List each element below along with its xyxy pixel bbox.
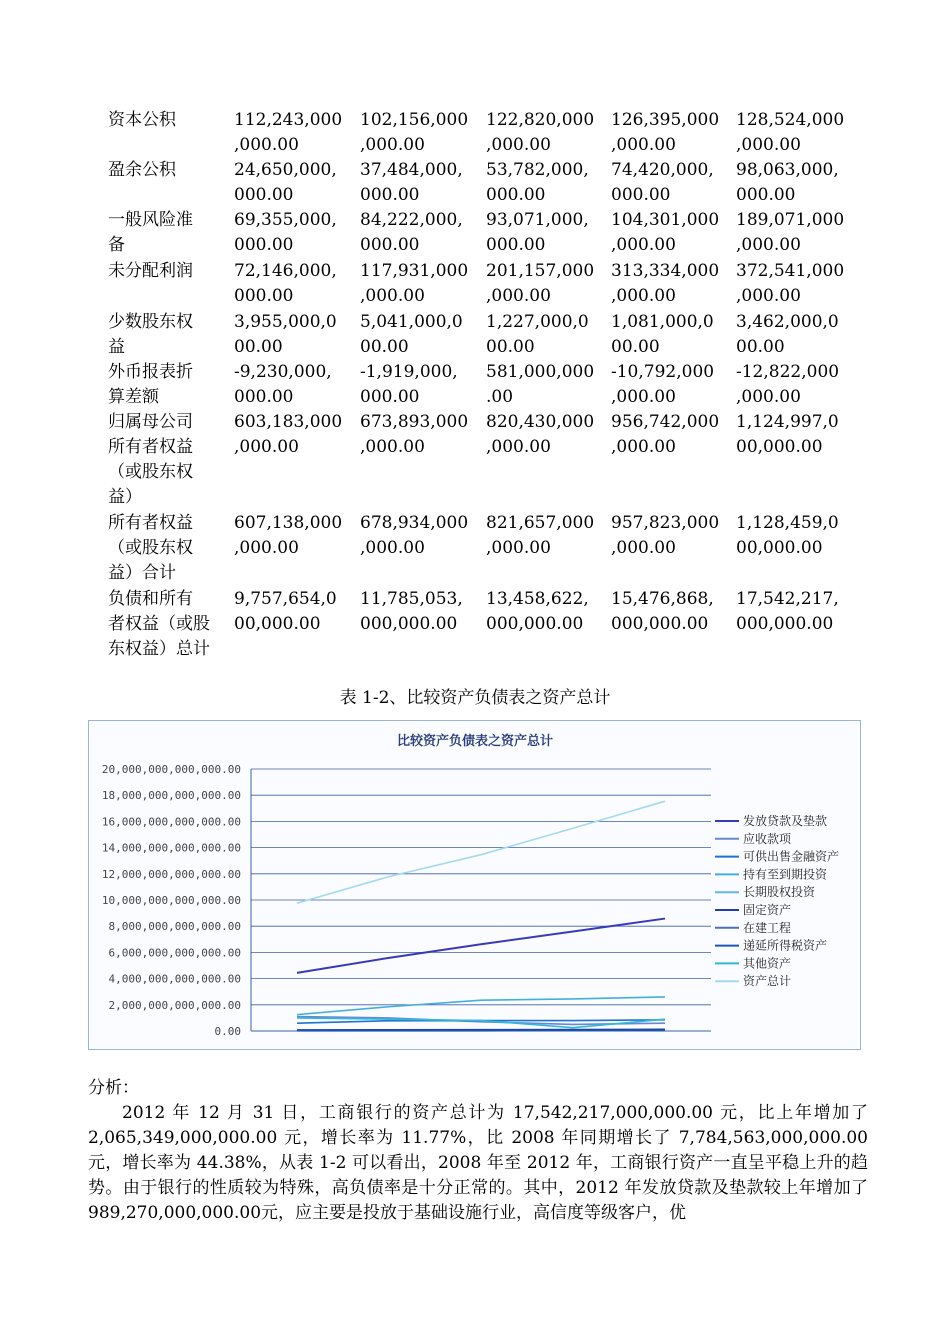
row-label: 所有者权益 （或股东权 益）合计 bbox=[108, 513, 193, 583]
legend-label: 其他资产 bbox=[743, 956, 792, 971]
table-cell: 17,542,217, 000,000.00 bbox=[736, 589, 839, 634]
table-cell: 603,183,000 ,000.00 bbox=[234, 412, 343, 457]
table-cell: 128,524,000 ,000.00 bbox=[736, 110, 845, 155]
y-tick-label: 4,000,000,000,000.00 bbox=[108, 972, 241, 986]
analysis-title: 分析： bbox=[88, 1078, 139, 1098]
table-cell: -1,919,000, 000.00 bbox=[360, 362, 458, 407]
table-cell: 5,041,000,0 00.00 bbox=[360, 312, 463, 357]
table-cell: 102,156,000 ,000.00 bbox=[360, 110, 469, 155]
table-cell: 15,476,868, 000,000.00 bbox=[611, 589, 714, 634]
table-cell: 93,071,000, 000.00 bbox=[486, 210, 589, 255]
legend-label: 固定资产 bbox=[743, 903, 792, 917]
series-line bbox=[297, 801, 665, 903]
table-cell: 956,742,000 ,000.00 bbox=[611, 412, 720, 457]
table-cell: 957,823,000 ,000.00 bbox=[611, 513, 720, 558]
y-tick-label: 0.00 bbox=[214, 1025, 241, 1038]
table-cell: 1,128,459,0 00,000.00 bbox=[736, 513, 839, 558]
legend-label: 应收款项 bbox=[743, 831, 792, 846]
table-cell: 678,934,000 ,000.00 bbox=[360, 513, 469, 558]
table-cell: 313,334,000 ,000.00 bbox=[611, 261, 720, 306]
table-cell: 9,757,654,0 00,000.00 bbox=[234, 589, 337, 634]
table-cell: -9,230,000, 000.00 bbox=[234, 362, 332, 407]
row-label: 少数股东权 益 bbox=[108, 312, 193, 357]
table-cell: 72,146,000, 000.00 bbox=[234, 261, 337, 306]
row-label: 未分配利润 bbox=[108, 261, 193, 281]
table-cell: 11,785,053, 000,000.00 bbox=[360, 589, 463, 634]
table-cell: 201,157,000 ,000.00 bbox=[486, 261, 595, 306]
legend-label: 长期股权投资 bbox=[743, 885, 816, 900]
chart-title: 比较资产负债表之资产总计 bbox=[396, 734, 554, 749]
row-label: 归属母公司 所有者权益 （或股东权 益） bbox=[108, 412, 193, 507]
legend-label: 递延所得税资产 bbox=[743, 938, 828, 953]
table-cell: 821,657,000 ,000.00 bbox=[486, 513, 595, 558]
legend-label: 在建工程 bbox=[743, 920, 792, 935]
y-tick-label: 8,000,000,000,000.00 bbox=[108, 920, 241, 934]
row-label: 负债和所有 者权益（或股 东权益）总计 bbox=[108, 589, 210, 659]
table-cell: 104,301,000 ,000.00 bbox=[611, 210, 720, 255]
table-cell: 122,820,000 ,000.00 bbox=[486, 110, 595, 155]
table-cell: 581,000,000 .00 bbox=[486, 362, 595, 407]
table-cell: 1,081,000,0 00.00 bbox=[611, 312, 714, 357]
table-cell: 37,484,000, 000.00 bbox=[360, 160, 463, 205]
chart-container bbox=[88, 720, 861, 1050]
table-cell: 1,227,000,0 00.00 bbox=[486, 312, 589, 357]
table-cell: -10,792,000 ,000.00 bbox=[611, 362, 715, 407]
table-cell: 126,395,000 ,000.00 bbox=[611, 110, 720, 155]
row-label: 外币报表折 算差额 bbox=[108, 362, 193, 407]
y-tick-label: 12,000,000,000,000.00 bbox=[101, 867, 241, 881]
row-label: 一般风险准 备 bbox=[108, 210, 193, 255]
table-cell: 673,893,000 ,000.00 bbox=[360, 412, 469, 457]
legend-label: 可供出售金融资产 bbox=[743, 849, 840, 864]
analysis-body: 2012 年 12 月 31 日，工商银行的资产总计为 17,542,217,000,000.00 元，比上年增加了 2,065,349,000,000.00 元，增长率为 11.77%，比 2008 年同期增长了 7,784,563,000,000.00 元，增长率为 44.38%，从表 1-2 可以看出，2008 年至 2012 年，工商银行资产一直呈平稳上升的趋势。由于银行的性质较为特殊，高负债率是十分正常的。其中，2012 年发放贷款及垫款较上年增加了 989,270,000,000.00元，应主要是投放于基础设施行业，高信度等级客户，优 bbox=[88, 1103, 868, 1223]
series-line bbox=[297, 919, 665, 973]
table-cell: 1,124,997,0 00,000.00 bbox=[736, 412, 839, 457]
series-line bbox=[297, 1018, 665, 1028]
y-tick-label: 14,000,000,000,000.00 bbox=[101, 841, 241, 855]
y-tick-label: 18,000,000,000,000.00 bbox=[101, 789, 241, 803]
y-tick-label: 6,000,000,000,000.00 bbox=[108, 946, 241, 960]
y-tick-label: 10,000,000,000,000.00 bbox=[101, 894, 241, 907]
y-tick-label: 2,000,000,000,000.00 bbox=[108, 998, 241, 1012]
table-cell: 13,458,622, 000,000.00 bbox=[486, 589, 589, 634]
row-label: 盈余公积 bbox=[108, 160, 176, 180]
table-cell: 98,063,000, 000.00 bbox=[736, 160, 839, 205]
table-cell: 189,071,000 ,000.00 bbox=[736, 210, 845, 255]
series-line bbox=[297, 997, 665, 1015]
table-cell: 24,650,000, 000.00 bbox=[234, 160, 337, 205]
table-cell: 53,782,000, 000.00 bbox=[486, 160, 589, 205]
y-tick-label: 20,000,000,000,000.00 bbox=[101, 763, 241, 776]
legend-label: 资产总计 bbox=[743, 974, 792, 989]
table-cell: 112,243,000 ,000.00 bbox=[234, 110, 343, 155]
table-cell: 820,430,000 ,000.00 bbox=[486, 412, 595, 457]
legend-label: 持有至到期投资 bbox=[743, 867, 828, 882]
line-chart bbox=[89, 721, 862, 1051]
table-cell: -12,822,000 ,000.00 bbox=[736, 362, 840, 407]
legend-label: 发放贷款及垫款 bbox=[743, 814, 828, 828]
table-cell: 84,222,000, 000.00 bbox=[360, 210, 463, 255]
table-cell: 372,541,000 ,000.00 bbox=[736, 261, 845, 306]
y-tick-label: 16,000,000,000,000.00 bbox=[101, 815, 241, 829]
table-cell: 74,420,000, 000.00 bbox=[611, 160, 714, 205]
table-cell: 3,955,000,0 00.00 bbox=[234, 312, 337, 357]
table-cell: 3,462,000,0 00.00 bbox=[736, 312, 839, 357]
table-cell: 607,138,000 ,000.00 bbox=[234, 513, 343, 558]
table-cell: 117,931,000 ,000.00 bbox=[360, 261, 469, 306]
row-label: 资本公积 bbox=[108, 110, 176, 130]
table-cell: 69,355,000, 000.00 bbox=[234, 210, 337, 255]
table-caption: 表 1-2、比较资产负债表之资产总计 bbox=[339, 688, 611, 708]
